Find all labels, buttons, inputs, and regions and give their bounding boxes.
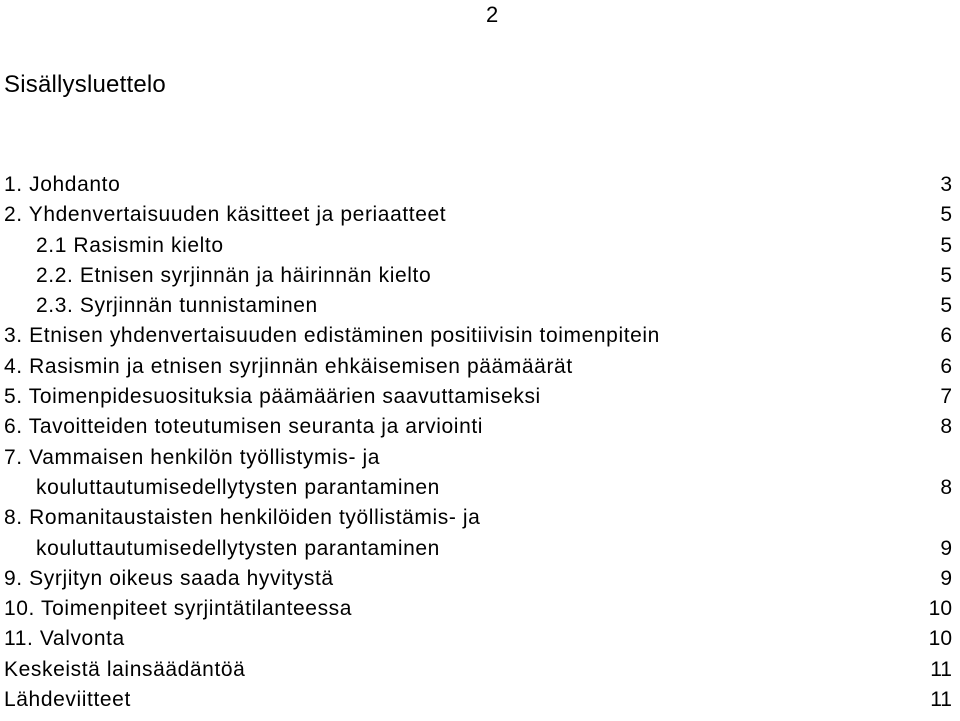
toc-entry-page: 10 (928, 597, 952, 621)
toc-entry (4, 261, 952, 291)
toc-entry-label: 5. Toimenpidesuosituksia päämäärien saavuttamiseksi (4, 385, 541, 409)
toc-entry-label: 4. Rasismin ja etnisen syrjinnän ehkäisemisen päämäärät (4, 354, 573, 378)
toc-entry-label: 11. Valvonta (4, 627, 125, 651)
toc-entry-label: 2. Yhdenvertaisuuden käsitteet ja periaatteet (4, 203, 447, 227)
toc-entry (4, 382, 952, 412)
toc-entry (4, 352, 952, 382)
toc-entry (4, 321, 952, 351)
toc-entry-page: 5 (940, 294, 952, 318)
toc-entry-page: 11 (930, 688, 952, 712)
toc-entry-label: Lähdeviitteet (4, 688, 131, 712)
toc-list (4, 170, 952, 715)
toc-entry (4, 624, 952, 654)
toc-entry-page: 9 (940, 566, 952, 590)
toc-entry (4, 291, 952, 321)
toc-entry-page: 3 (940, 173, 952, 196)
toc-entry-label: 2.1 Rasismin kielto (36, 233, 224, 257)
toc-entry-label: 10. Toimenpiteet syrjintätilanteessa (4, 597, 353, 621)
toc-entry-page: 5 (940, 263, 952, 287)
toc-entry-label: 6. Tavoitteiden toteutumisen seuranta ja arviointi (4, 415, 484, 439)
toc-entry-label: 3. Etnisen yhdenvertaisuuden edistäminen positiivisin toimenpitein (4, 324, 660, 348)
toc-entry (4, 564, 952, 594)
toc-entry (4, 412, 952, 442)
toc-entry-label: 1. Johdanto (4, 173, 121, 196)
toc-title: Sisällysluettelo (4, 71, 166, 98)
toc-entry-label: 9. Syrjityn oikeus saada hyvitystä (4, 566, 334, 590)
toc-entry-label: kouluttautumisedellytysten parantaminen (36, 475, 440, 499)
toc-entry (4, 473, 952, 503)
toc-entry-label: 8. Romanitaustaisten henkilöiden työllistämis- ja (4, 506, 481, 530)
page-number: 2 (486, 2, 499, 27)
toc-entry-page: 6 (940, 324, 952, 348)
toc-entry-page: 5 (940, 203, 952, 227)
toc-entry (4, 534, 952, 564)
toc-entry (4, 170, 952, 200)
toc-entry-page: 6 (940, 354, 952, 378)
toc-entry-page: 8 (940, 415, 952, 439)
toc-entry (4, 200, 952, 230)
toc-entry-page: 10 (928, 627, 952, 651)
toc-entry (4, 231, 952, 261)
toc-entry-page: 9 (940, 536, 952, 560)
toc-entry-label: kouluttautumisedellytysten parantaminen (36, 536, 440, 560)
toc-entry-page: 11 (930, 657, 952, 681)
toc-entry-page: 5 (940, 233, 952, 257)
toc-entry (4, 655, 952, 685)
toc-entry-page: 7 (940, 385, 952, 409)
toc-entry (4, 685, 952, 715)
toc-entry-page: 8 (940, 475, 952, 499)
toc-entry-label: 2.3. Syrjinnän tunnistaminen (36, 294, 318, 318)
toc-entry-label: 2.2. Etnisen syrjinnän ja häirinnän kielto (36, 263, 432, 287)
toc-entry-label: 7. Vammaisen henkilön työllistymis- ja (4, 445, 381, 469)
toc-entry-label: Keskeistä lainsäädäntöä (4, 657, 246, 681)
toc-entry (4, 594, 952, 624)
toc-entry (4, 503, 952, 533)
toc-entry (4, 443, 952, 473)
